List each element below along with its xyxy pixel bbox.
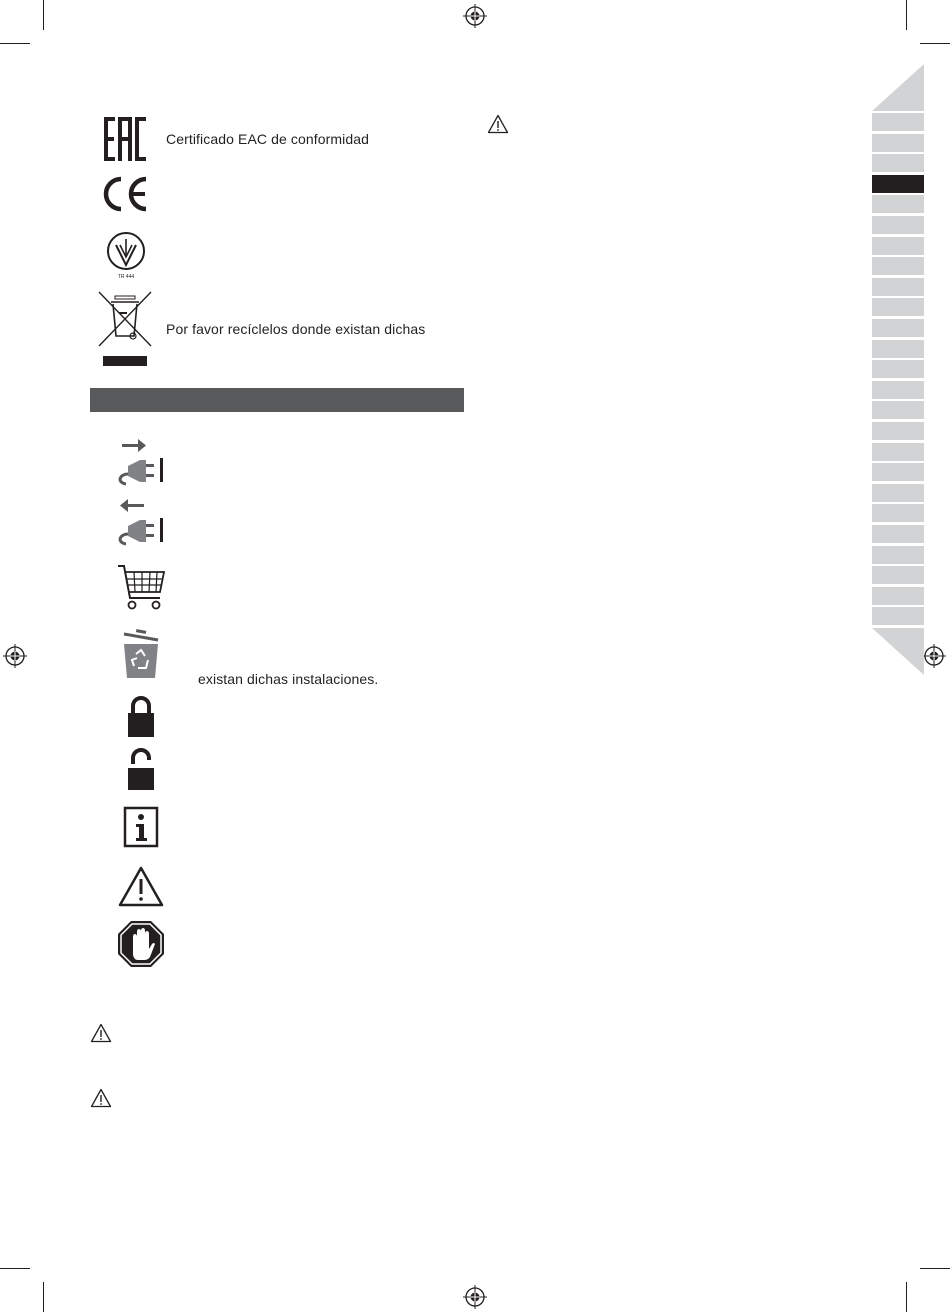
language-tab[interactable]	[872, 237, 924, 255]
ukr-conformity-mark-icon	[104, 229, 148, 281]
recycle-bin-icon	[120, 626, 162, 680]
language-tab[interactable]	[872, 319, 924, 337]
language-tab[interactable]	[872, 484, 924, 502]
crop-mark-top-right-v	[906, 0, 907, 30]
language-tab[interactable]	[872, 587, 924, 605]
language-tab[interactable]	[872, 360, 924, 378]
language-tab[interactable]	[872, 113, 924, 131]
unlock-icon	[126, 746, 156, 792]
language-tab[interactable]	[872, 278, 924, 296]
warning-triangle-icon	[118, 865, 164, 907]
info-icon	[123, 806, 159, 848]
section-header-band	[90, 388, 464, 412]
registration-mark-left-icon	[3, 644, 27, 668]
crop-mark-top-right-h	[920, 43, 950, 44]
language-tab[interactable]	[872, 566, 924, 584]
crop-mark-bottom-right-v	[906, 1282, 907, 1312]
language-tab[interactable]	[872, 340, 924, 358]
language-tab[interactable]	[872, 546, 924, 564]
eac-certificate-text: Certificado EAC de conformidad	[166, 131, 369, 147]
shopping-cart-icon	[116, 562, 166, 612]
crop-mark-bottom-left-h	[0, 1268, 30, 1269]
language-tab[interactable]	[872, 525, 924, 543]
language-tab[interactable]	[872, 257, 924, 275]
warning-small-icon	[90, 1088, 112, 1108]
ce-mark-icon	[101, 176, 149, 212]
crop-mark-top-left-h	[0, 43, 30, 44]
crop-mark-top-left-v	[43, 0, 44, 30]
language-tab[interactable]	[872, 463, 924, 481]
eac-logo-icon	[104, 117, 146, 161]
registration-mark-top-icon	[463, 4, 487, 28]
registration-mark-bottom-icon	[463, 1285, 487, 1309]
language-tab[interactable]	[872, 422, 924, 440]
sidebar-bottom-triangle	[872, 628, 924, 675]
lock-icon	[126, 693, 156, 739]
language-tab[interactable]	[872, 443, 924, 461]
language-tab[interactable]	[872, 504, 924, 522]
language-tab[interactable]	[872, 607, 924, 625]
stop-hand-icon	[116, 919, 166, 969]
language-tab[interactable]	[872, 134, 924, 152]
recycle-bin-text: existan dichas instalaciones.	[198, 671, 379, 687]
registration-mark-right-icon	[922, 644, 946, 668]
language-tab[interactable]	[872, 381, 924, 399]
crop-mark-bottom-left-v	[43, 1282, 44, 1312]
language-tab[interactable]	[872, 401, 924, 419]
language-tab[interactable]	[872, 216, 924, 234]
language-tab[interactable]	[872, 298, 924, 316]
language-tab[interactable]	[872, 195, 924, 213]
warning-small-icon	[90, 1023, 112, 1043]
plug-out-icon	[116, 496, 166, 548]
plug-in-icon	[116, 436, 166, 488]
warning-small-icon	[487, 114, 509, 134]
crop-mark-bottom-right-h	[920, 1268, 950, 1269]
ukr-mark-label: TR 444	[117, 274, 135, 280]
weee-crossed-bin-icon	[97, 290, 153, 368]
language-tab[interactable]	[872, 154, 924, 172]
language-tab-active[interactable]	[872, 175, 924, 193]
sidebar-top-triangle	[872, 64, 924, 111]
recycle-instructions-text: Por favor recíclelos donde existan dichas	[166, 321, 426, 337]
